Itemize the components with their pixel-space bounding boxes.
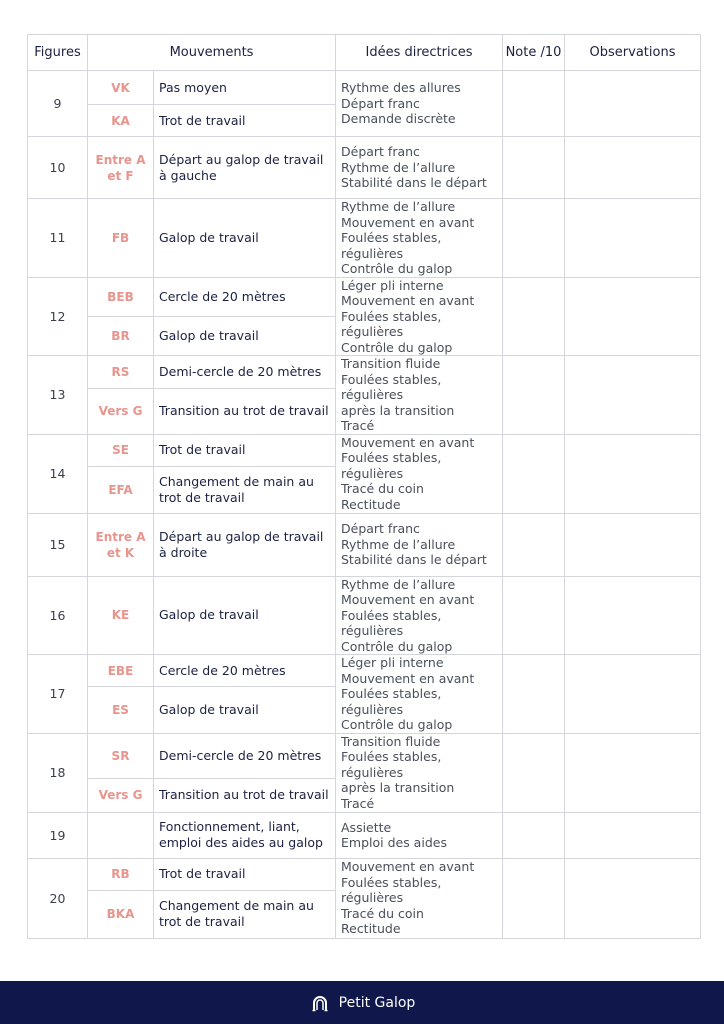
note-cell[interactable] (503, 71, 565, 137)
movement-code: EBE (88, 655, 154, 687)
guiding-ideas (336, 199, 503, 278)
movement-code: BKA (88, 890, 154, 938)
guiding-idea-line: Léger pli interne (341, 277, 444, 293)
horseshoe-icon (309, 992, 331, 1014)
guiding-idea-line: Contrôle du galop (341, 717, 453, 732)
guiding-idea-line: Rectitude (341, 921, 401, 937)
guiding-ideas (336, 812, 503, 858)
guiding-idea-line: Foulées stables, régulières (341, 450, 442, 481)
movement-code: EFA (88, 466, 154, 513)
guiding-idea-line: Départ franc (341, 521, 420, 537)
guiding-ideas (336, 71, 503, 137)
table-header-row (28, 35, 701, 71)
figure-number: 12 (28, 277, 88, 356)
table-row (28, 812, 701, 858)
observations-cell[interactable] (565, 137, 701, 199)
guiding-ideas (336, 434, 503, 513)
guiding-idea-line: Transition fluide (341, 356, 441, 371)
movement-code: FB (88, 199, 154, 278)
guiding-idea-line: Foulées stables, régulières (341, 230, 442, 261)
figure-number: 17 (28, 655, 88, 734)
guiding-idea-line: Rythme de l’allure (341, 536, 456, 552)
guiding-idea-line: Foulées stables, régulières (341, 371, 442, 402)
guiding-idea-line: Mouvement en avant (341, 670, 475, 686)
movement-description: Galop de travail (154, 576, 336, 655)
observations-cell[interactable] (565, 356, 701, 435)
guiding-idea-line: Foulées stables, régulières (341, 749, 442, 780)
movement-description: Trot de travail (154, 105, 336, 137)
movement-code: SE (88, 434, 154, 466)
movement-code (88, 812, 154, 858)
table-row (28, 71, 701, 105)
guiding-idea-line: Tracé du coin (341, 481, 424, 497)
table-row (28, 199, 701, 278)
movement-description: Demi-cercle de 20 mètres (154, 733, 336, 778)
table-row (28, 576, 701, 655)
table-row (28, 356, 701, 389)
movement-description: Fonctionnement, liant, emploi des aides au galop (154, 812, 336, 858)
guiding-idea-line: après la transition (341, 402, 455, 418)
guiding-idea-line: Assiette (341, 819, 392, 835)
guiding-ideas (336, 277, 503, 356)
movement-code: RB (88, 858, 154, 890)
observations-cell[interactable] (565, 576, 701, 655)
guiding-idea-line: Emploi des aides (341, 835, 447, 850)
figure-number: 19 (28, 812, 88, 858)
movement-description: Galop de travail (154, 687, 336, 733)
figure-number: 14 (28, 434, 88, 513)
guiding-idea-line: Contrôle du galop (341, 261, 453, 276)
guiding-ideas (336, 513, 503, 576)
guiding-idea-line: Mouvement en avant (341, 434, 475, 450)
movement-code: BR (88, 316, 154, 355)
table-row (28, 137, 701, 199)
guiding-ideas (336, 356, 503, 435)
guiding-idea-line: Rythme des allures (341, 80, 461, 96)
footer-brand: Petit Galop (338, 994, 416, 1011)
header-figures: Figures (28, 35, 88, 71)
movement-description: Trot de travail (154, 434, 336, 466)
guiding-idea-line: Contrôle du galop (341, 339, 453, 355)
figure-number: 11 (28, 199, 88, 278)
guiding-ideas (336, 733, 503, 812)
table-row (28, 434, 701, 466)
guiding-ideas (336, 576, 503, 655)
movement-code: Entre A et F (88, 137, 154, 199)
guiding-idea-line: Transition fluide (341, 733, 441, 749)
guiding-idea-line: Tracé (341, 418, 375, 433)
guiding-idea-line: Foulées stables, régulières (341, 686, 442, 717)
movement-description: Transition au trot de travail (154, 778, 336, 812)
figure-number: 20 (28, 858, 88, 938)
table-body (28, 71, 701, 939)
guiding-idea-line: Foulées stables, régulières (341, 607, 442, 638)
guiding-idea-line: Stabilité dans le départ (341, 552, 487, 568)
guiding-idea-line: Demande discrète (341, 111, 456, 127)
guiding-idea-line: Léger pli interne (341, 655, 444, 670)
observations-cell[interactable] (565, 277, 701, 356)
guiding-idea-line: Rythme de l’allure (341, 159, 456, 175)
observations-cell[interactable] (565, 733, 701, 812)
movement-description: Changement de main au trot de travail (154, 466, 336, 513)
movement-code: ES (88, 687, 154, 733)
note-cell[interactable] (503, 513, 565, 576)
guiding-ideas (336, 655, 503, 734)
figure-number: 13 (28, 356, 88, 435)
figure-number: 9 (28, 71, 88, 137)
movement-description: Demi-cercle de 20 mètres (154, 356, 336, 389)
figure-number: 10 (28, 137, 88, 199)
table-row (28, 858, 701, 890)
observations-cell[interactable] (565, 513, 701, 576)
header-note: Note /10 (503, 35, 565, 71)
movement-code: RS (88, 356, 154, 389)
note-cell[interactable] (503, 733, 565, 812)
note-cell[interactable] (503, 812, 565, 858)
movement-description: Trot de travail (154, 858, 336, 890)
movement-code: BEB (88, 277, 154, 316)
movement-code: KA (88, 105, 154, 137)
header-idees: Idées directrices (336, 35, 503, 71)
guiding-idea-line: Contrôle du galop (341, 638, 453, 654)
movement-description: Changement de main au trot de travail (154, 890, 336, 938)
movement-description: Transition au trot de travail (154, 389, 336, 434)
guiding-idea-line: Rythme de l’allure (341, 199, 456, 214)
observations-cell[interactable] (565, 858, 701, 938)
movement-description: Cercle de 20 mètres (154, 655, 336, 687)
table-row (28, 513, 701, 576)
figure-number: 15 (28, 513, 88, 576)
movement-code: Vers G (88, 389, 154, 434)
figure-number: 18 (28, 733, 88, 812)
observations-cell[interactable] (565, 199, 701, 278)
guiding-idea-line: Tracé du coin (341, 905, 424, 921)
movement-code: Entre A et K (88, 513, 154, 576)
table-row (28, 655, 701, 687)
guiding-ideas (336, 137, 503, 199)
note-cell[interactable] (503, 199, 565, 278)
note-cell[interactable] (503, 655, 565, 734)
guiding-ideas (336, 858, 503, 938)
observations-cell[interactable] (565, 71, 701, 137)
movement-description: Départ au galop de travail à droite (154, 513, 336, 576)
guiding-idea-line: Mouvement en avant (341, 592, 475, 607)
note-cell[interactable] (503, 137, 565, 199)
dressage-score-table (27, 34, 701, 939)
observations-cell[interactable] (565, 434, 701, 513)
table-row (28, 733, 701, 778)
guiding-idea-line: Mouvement en avant (341, 214, 475, 230)
movement-code: KE (88, 576, 154, 655)
guiding-idea-line: Tracé (341, 795, 375, 811)
movement-description: Départ au galop de travail à gauche (154, 137, 336, 199)
movement-description: Pas moyen (154, 71, 336, 105)
footer-bar (0, 981, 724, 1024)
movement-description: Galop de travail (154, 199, 336, 278)
observations-cell[interactable] (565, 812, 701, 858)
table-row (28, 277, 701, 316)
header-observations: Observations (565, 35, 701, 71)
header-mouvements: Mouvements (88, 35, 336, 71)
guiding-idea-line: après la transition (341, 780, 455, 796)
guiding-idea-line: Foulées stables, régulières (341, 874, 442, 906)
movement-code: Vers G (88, 778, 154, 812)
figure-number: 16 (28, 576, 88, 655)
guiding-idea-line: Rythme de l’allure (341, 576, 456, 592)
guiding-idea-line: Rectitude (341, 496, 401, 512)
guiding-idea-line: Départ franc (341, 95, 420, 111)
guiding-idea-line: Mouvement en avant (341, 859, 475, 875)
movement-description: Galop de travail (154, 316, 336, 355)
guiding-idea-line: Foulées stables, régulières (341, 308, 442, 339)
note-cell[interactable] (503, 277, 565, 356)
movement-code: VK (88, 71, 154, 105)
movement-description: Cercle de 20 mètres (154, 277, 336, 316)
observations-cell[interactable] (565, 655, 701, 734)
note-cell[interactable] (503, 576, 565, 655)
guiding-idea-line: Départ franc (341, 144, 420, 160)
note-cell[interactable] (503, 858, 565, 938)
guiding-idea-line: Stabilité dans le départ (341, 175, 487, 191)
note-cell[interactable] (503, 356, 565, 435)
movement-code: SR (88, 733, 154, 778)
guiding-idea-line: Mouvement en avant (341, 293, 475, 308)
note-cell[interactable] (503, 434, 565, 513)
